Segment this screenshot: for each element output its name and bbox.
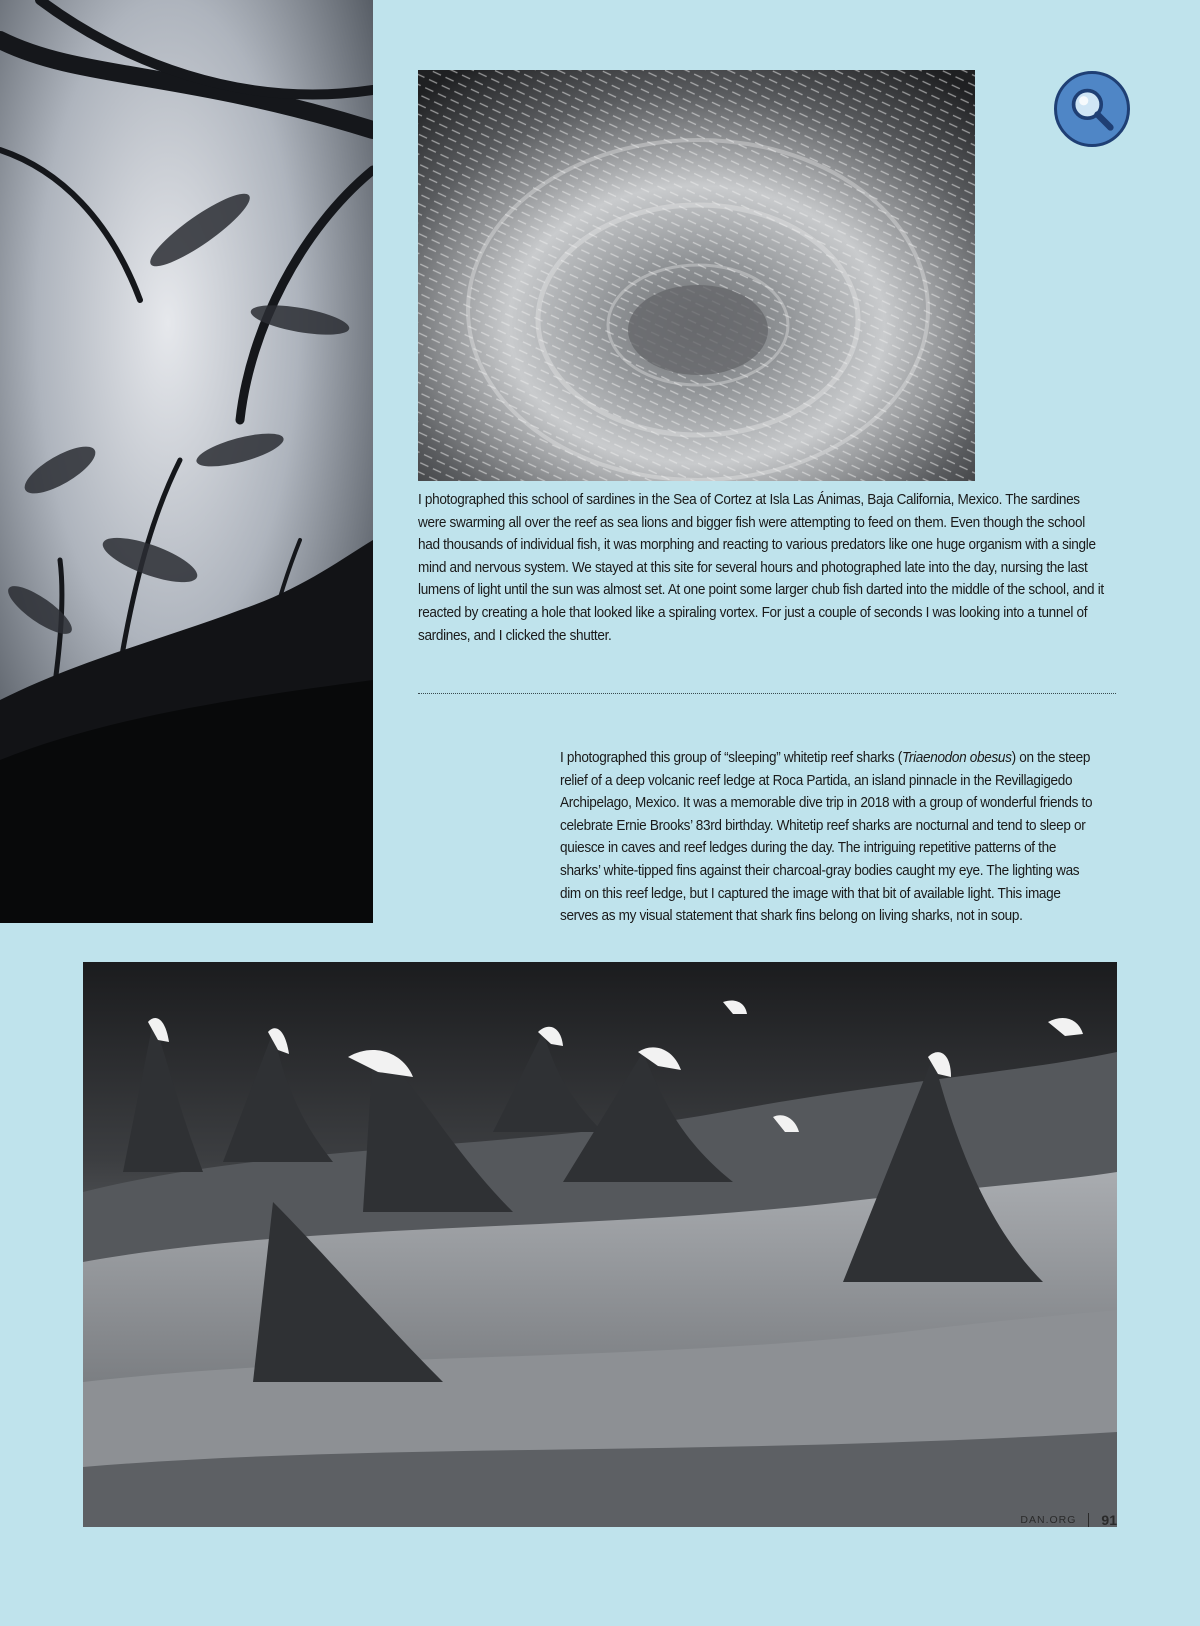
zoom-button[interactable] [1054,71,1130,147]
site-name[interactable]: DAN.ORG [1020,1514,1077,1526]
page-number: 91 [1101,1512,1117,1528]
magnifier-icon [1057,74,1127,144]
shark-caption [560,747,1095,928]
shark-caption-intro: I photographed this group of “sleeping” whitetip reef sharks ( [560,750,902,766]
page-footer [1020,1512,1117,1528]
kelp-forest-photo [0,0,373,923]
sardine-school-photo [418,70,975,481]
footer-separator [1088,1513,1089,1527]
species-name: Triaenodon obesus [901,750,1012,766]
shark-caption-body: ) on the steep relief of a deep volcanic reef ledge at Roca Partida, an island pinnacle in the Revillagigedo Archipelago, Mexico. It was a memorable dive trip in 2018 with a group of wonderful friends to celebrate Ernie Brooks’ 83rd birthday. Whitetip reef sharks are nocturnal and tend to sleep or quiesce in caves and reef ledges during the day. The intriguing repetitive patterns of the sharks’ white-tipped fins against their charcoal-gray bodies caught my eye. The lighting was dim on this reef ledge, but I captured the image with that bit of available light. This image serves as my visual statement that shark fins belong on living sharks, not in soup. [560,750,1093,925]
section-divider [418,693,1116,694]
sardine-caption: I photographed this school of sardines in the Sea of Cortez at Isla Las Ánimas, Baja California, Mexico. The sardines were swarming all over the reef as sea lions and bigger fish were attempting to feed on them. Even though the school had thousands of individual fish, it was morphing and reacting to various predators like one huge organism with a single mind and nervous system. We stayed at this site for several hours and photographed late into the day, nursing the last lumens of light until the sun was almost set. At one point some larger chub fish darted into the middle of the school, and it reacted by creating a hole that looked like a spiraling vortex. For just a couple of seconds I was looking into a tunnel of sardines, and I clicked the shutter. [418,492,1104,644]
whitetip-sharks-photo [83,962,1117,1527]
